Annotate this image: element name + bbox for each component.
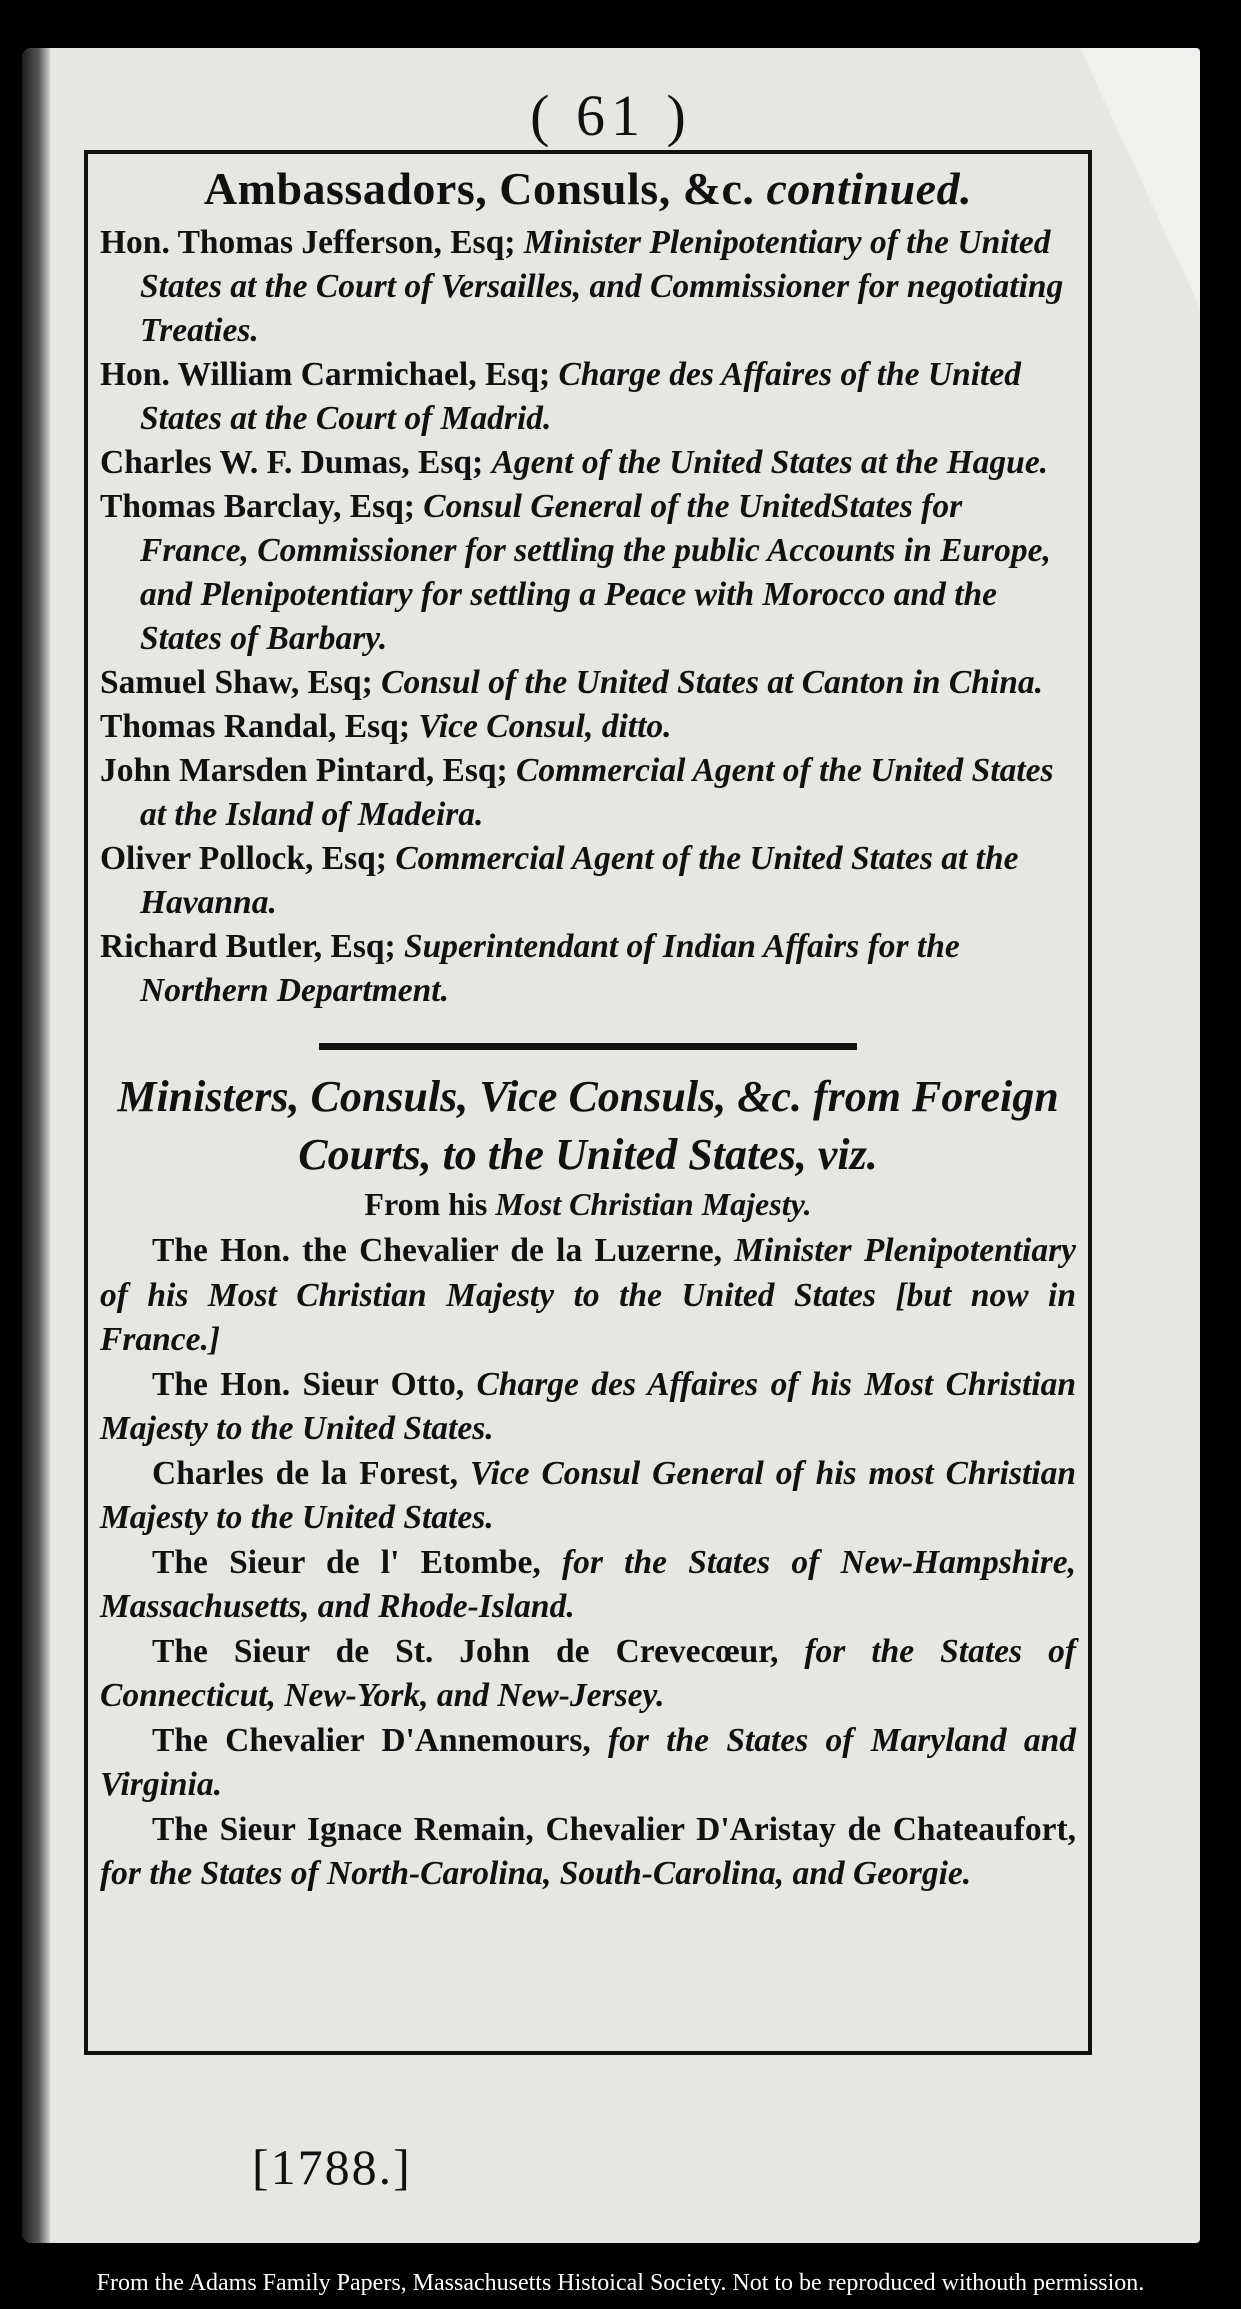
entry-role: Superintendant of Indian Affairs for the Northern Department.	[140, 928, 960, 1009]
list-item	[100, 925, 1076, 1013]
entry-name: The Sieur Ignace Remain, Chevalier D'Aristay de Chateaufort,	[152, 1810, 1076, 1848]
entry-role: for the States of New-Hampshire, Massachusetts, and Rhode-Island.	[100, 1543, 1076, 1625]
entry-role: Charge des Affaires of his Most Christian Majesty to the United States.	[100, 1365, 1076, 1447]
entry-name: Hon. William Carmichael, Esq;	[100, 356, 551, 393]
foreign-subheading-prefix: From his	[364, 1186, 488, 1222]
list-item	[100, 837, 1076, 925]
section-divider	[319, 1043, 857, 1050]
entry-name: The Chevalier D'Annemours,	[152, 1721, 591, 1759]
list-item	[100, 1452, 1076, 1541]
list-item	[100, 1719, 1076, 1808]
entry-name: Richard Butler, Esq;	[100, 928, 396, 965]
list-item	[100, 221, 1076, 353]
entry-role: Commercial Agent of the United States at the Havanna.	[140, 840, 1019, 921]
year-note: [1788.]	[252, 2139, 412, 2195]
entry-name: Thomas Barclay, Esq;	[100, 488, 415, 525]
list-item	[100, 1541, 1076, 1630]
entry-role: Minister Plenipotentiary of his Most Christian Majesty to the United States [but now in France.]	[100, 1232, 1076, 1358]
entry-role: Consul of the United States at Canton in China.	[381, 664, 1043, 701]
foreign-officials-list	[100, 1229, 1076, 1897]
foreign-section-heading: Ministers, Consuls, Vice Consuls, &c. from Foreign Courts, to the United States, viz.	[117, 1072, 1059, 1179]
entry-role: Minister Plenipotentiary of the United States at the Court of Versailles, and Commissioner for negotiating Treaties.	[140, 224, 1064, 349]
foreign-subheading-text: Most Christian Majesty.	[495, 1186, 812, 1222]
us-officials-list	[100, 221, 1076, 1013]
entry-role: for the States of North-Carolina, South-Carolina, and Georgie.	[100, 1855, 972, 1892]
entry-role: Agent of the United States at the Hague.	[491, 444, 1049, 481]
book-spine	[22, 48, 50, 2243]
entry-role: Charge des Affaires of the United States at the Court of Madrid.	[140, 356, 1021, 437]
entry-name: Charles W. F. Dumas, Esq;	[100, 444, 484, 481]
entry-name: Oliver Pollock, Esq;	[100, 840, 387, 877]
entry-role: for the States of Maryland and Virginia.	[100, 1721, 1076, 1803]
list-item	[100, 1363, 1076, 1452]
book-page	[22, 48, 1200, 2243]
list-item	[100, 749, 1076, 837]
list-item	[100, 1630, 1076, 1719]
entry-name: The Hon. Sieur Otto,	[152, 1365, 465, 1403]
entry-name: Thomas Randal, Esq;	[100, 708, 410, 745]
entry-name: The Sieur de St. John de Crevecœur,	[152, 1632, 779, 1670]
entry-role: Commercial Agent of the United States at the Island of Madeira.	[140, 752, 1054, 833]
entry-name: John Marsden Pintard, Esq;	[100, 752, 508, 789]
list-item	[100, 705, 1076, 749]
credit-line: From the Adams Family Papers, Massachusetts Histoical Society. Not to be reproduced withouth permission.	[96, 2270, 1145, 2296]
entry-role: Vice Consul General of his most Christian Majesty to the United States.	[100, 1454, 1076, 1536]
list-item	[100, 485, 1076, 661]
text-frame	[84, 150, 1092, 2055]
entry-name: Samuel Shaw, Esq;	[100, 664, 373, 701]
entry-name: The Sieur de l' Etombe,	[152, 1543, 541, 1581]
section-heading	[100, 162, 1076, 215]
entry-name: Charles de la Forest,	[152, 1454, 458, 1492]
list-item	[100, 441, 1076, 485]
foreign-subheading	[100, 1186, 1076, 1223]
page-number: ( 61 )	[530, 83, 692, 148]
list-item	[100, 1229, 1076, 1363]
list-item	[100, 1808, 1076, 1897]
list-item	[100, 353, 1076, 441]
section-heading-text: Ambassadors, Consuls, &c.	[203, 163, 755, 214]
section-heading-continued: continued.	[766, 163, 973, 214]
page-content	[100, 162, 1076, 1897]
entry-name: Hon. Thomas Jefferson, Esq;	[100, 224, 516, 261]
entry-name: The Hon. the Chevalier de la Luzerne,	[152, 1232, 722, 1269]
entry-role: for the States of Connecticut, New-York, and New-Jersey.	[100, 1632, 1076, 1714]
entry-role: Consul General of the UnitedStates for France, Commissioner for settling the public Accounts in Europe, and Plenipotentiary for settling a Peace with Morocco and the States of Barbary.	[140, 488, 1051, 657]
list-item	[100, 661, 1076, 705]
entry-role: Vice Consul, ditto.	[418, 708, 672, 745]
